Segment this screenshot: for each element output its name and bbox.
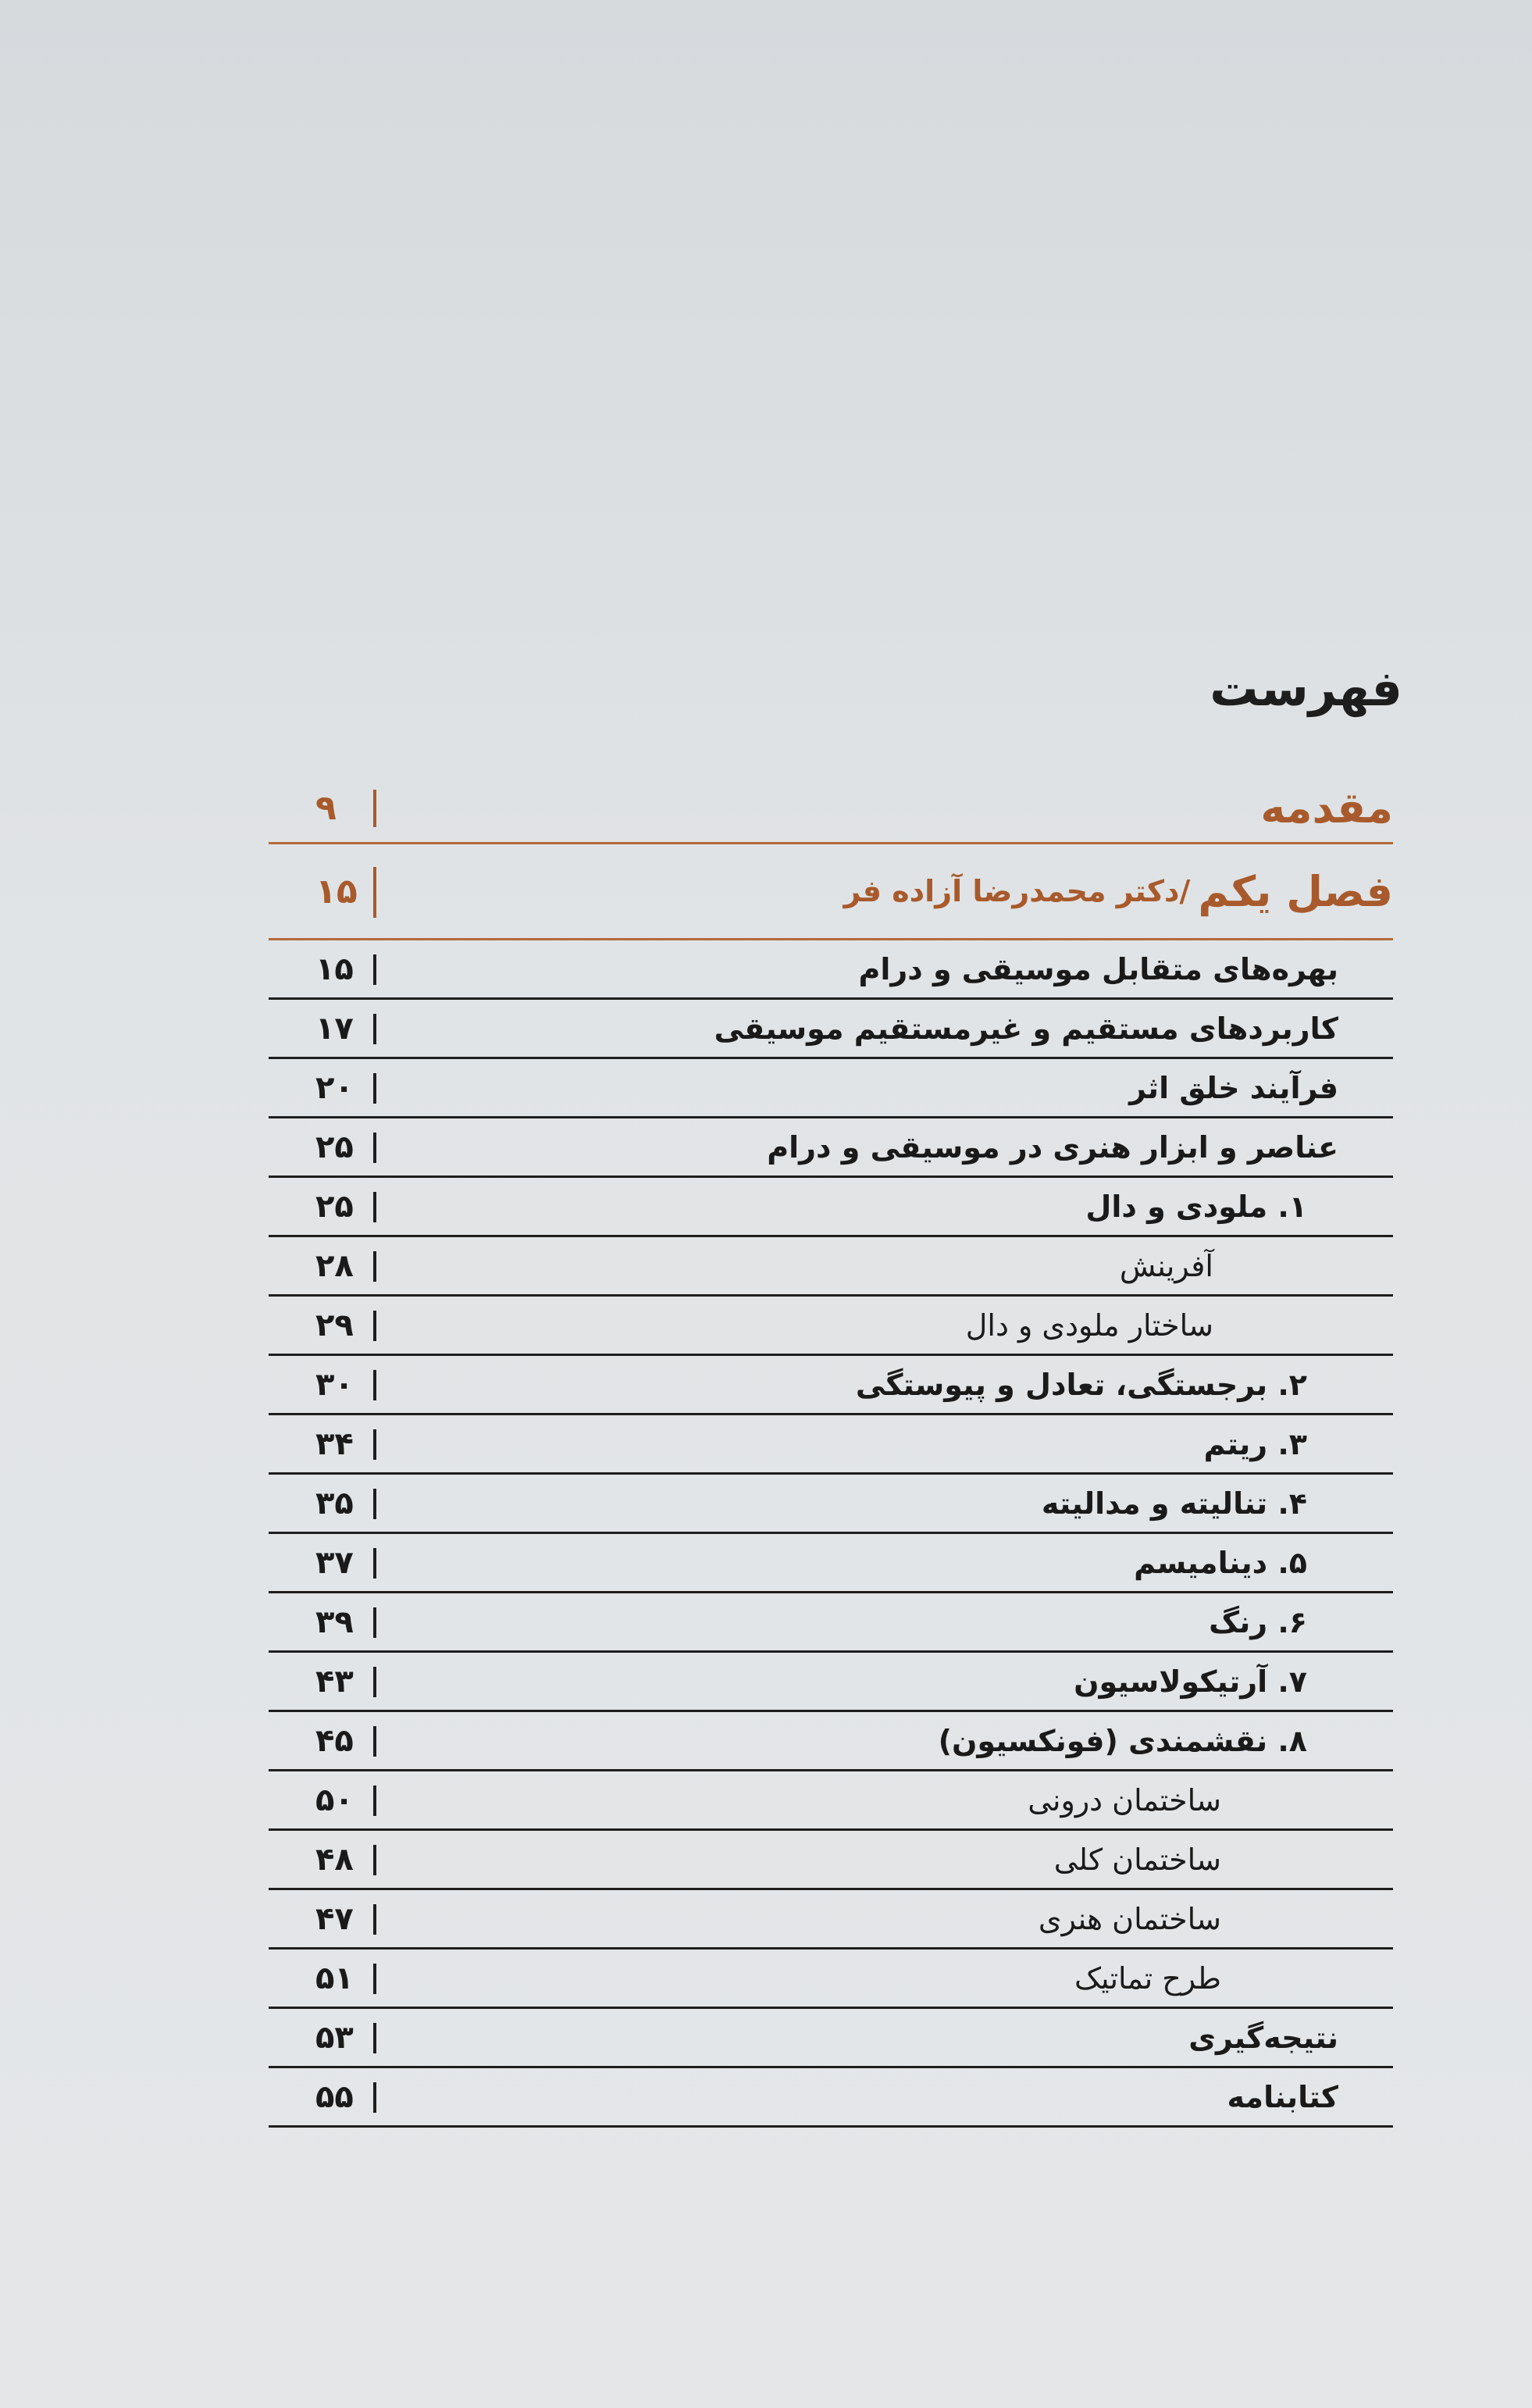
- toc-entry-page: ۱۵: [269, 844, 375, 938]
- toc-entry[interactable]: [269, 1534, 1393, 1593]
- toc-entry-title: بهره‌های متقابل موسیقی و درام: [858, 951, 1338, 986]
- toc-entry[interactable]: [269, 1178, 1393, 1237]
- toc-entry-page: ۴۷: [269, 1890, 375, 1947]
- toc-entry-title: کاربردهای مستقیم و غیرمستقیم موسیقی: [714, 1011, 1338, 1046]
- toc-entry[interactable]: [269, 1771, 1393, 1831]
- toc-list: [269, 773, 1393, 2128]
- toc-entry-page: ۹: [269, 773, 375, 842]
- toc-entry[interactable]: [269, 940, 1393, 1000]
- toc-entry-title: ۴. تنالیته و مدالیته: [1041, 1486, 1307, 1521]
- toc-entry[interactable]: [269, 1059, 1393, 1118]
- toc-entry-title: عناصر و ابزار هنری در موسیقی و درام: [767, 1129, 1338, 1165]
- toc-entry-page: ۴۵: [269, 1712, 375, 1769]
- toc-entry[interactable]: [269, 1000, 1393, 1059]
- toc-title: فهرست: [1210, 660, 1402, 717]
- toc-entry-title: طرح تماتیک: [1074, 1960, 1221, 1996]
- toc-entry-title: ساختمان کلی: [1053, 1842, 1221, 1877]
- toc-entry[interactable]: [269, 2068, 1393, 2128]
- toc-entry-page: ۳۰: [269, 1356, 375, 1413]
- toc-entry-page: ۵۰: [269, 1771, 375, 1828]
- toc-chapter-heading: [844, 844, 1394, 938]
- toc-entry-title: نتیجه‌گیری: [1188, 2020, 1338, 2055]
- toc-entry-page: ۳۹: [269, 1593, 375, 1650]
- toc-entry-page: ۵۵: [269, 2068, 375, 2125]
- toc-entry-title: آفرینش: [1119, 1248, 1213, 1283]
- toc-entry-page: ۱۵: [269, 940, 375, 997]
- toc-entry[interactable]: [269, 1356, 1393, 1415]
- toc-entry-page: ۲۵: [269, 1118, 375, 1175]
- toc-entry[interactable]: [269, 1831, 1393, 1890]
- toc-entry-title: ۷. آرتیکولاسیون: [1074, 1664, 1307, 1699]
- toc-entry-title: مقدمه: [1260, 783, 1393, 833]
- toc-entry-title: ساختمان درونی: [1028, 1782, 1221, 1818]
- toc-entry-page: ۳۴: [269, 1415, 375, 1472]
- toc-entry-page: ۴۸: [269, 1831, 375, 1888]
- toc-entry-title: ۵. دینامیسم: [1134, 1545, 1307, 1580]
- toc-entry-title: ۲. برجستگی، تعادل و پیوستگی: [855, 1367, 1307, 1402]
- toc-entry-title: فرآیند خلق اثر: [1129, 1070, 1338, 1105]
- toc-entry[interactable]: [269, 1118, 1393, 1178]
- toc-entry[interactable]: [269, 1297, 1393, 1356]
- toc-entry-title: ۱. ملودی و دال: [1085, 1189, 1307, 1224]
- toc-entry-page: ۳۷: [269, 1534, 375, 1591]
- toc-entry-title: ساختار ملودی و دال: [965, 1307, 1213, 1343]
- toc-entry-title: ساختمان هنری: [1038, 1901, 1221, 1936]
- toc-entry-title: ۸. نقشمندی (فونکسیون): [938, 1723, 1307, 1758]
- toc-entry-page: ۲۹: [269, 1297, 375, 1354]
- toc-entry-page: ۴۳: [269, 1653, 375, 1710]
- toc-entry[interactable]: [269, 1415, 1393, 1475]
- toc-entry[interactable]: [269, 2009, 1393, 2068]
- toc-entry-page: ۵۳: [269, 2009, 375, 2066]
- toc-entry-page: ۳۵: [269, 1475, 375, 1532]
- toc-entry-page: ۵۱: [269, 1950, 375, 2007]
- toc-entry-intro[interactable]: [269, 773, 1393, 844]
- toc-entry-page: ۱۷: [269, 1000, 375, 1057]
- toc-entry-page: ۲۰: [269, 1059, 375, 1116]
- toc-entry-title: ۶. رنگ: [1209, 1604, 1307, 1639]
- toc-entry[interactable]: [269, 1950, 1393, 2009]
- toc-entry[interactable]: [269, 1890, 1393, 1950]
- toc-entry-chapter[interactable]: [269, 844, 1393, 940]
- toc-entry-title: ۳. ریتم: [1203, 1426, 1307, 1461]
- toc-chapter-author: /دکتر محمدرضا آزاده فر: [843, 874, 1191, 908]
- toc-entry[interactable]: [269, 1593, 1393, 1653]
- toc-entry-page: ۲۵: [269, 1178, 375, 1235]
- toc-entry[interactable]: [269, 1475, 1393, 1534]
- toc-entry[interactable]: [269, 1237, 1393, 1297]
- toc-entry[interactable]: [269, 1653, 1393, 1712]
- toc-chapter-title: فصل یکم: [1198, 866, 1393, 916]
- toc-entry-title: کتابنامه: [1227, 2079, 1338, 2114]
- toc-entry-page: ۲۸: [269, 1237, 375, 1294]
- toc-entry[interactable]: [269, 1712, 1393, 1771]
